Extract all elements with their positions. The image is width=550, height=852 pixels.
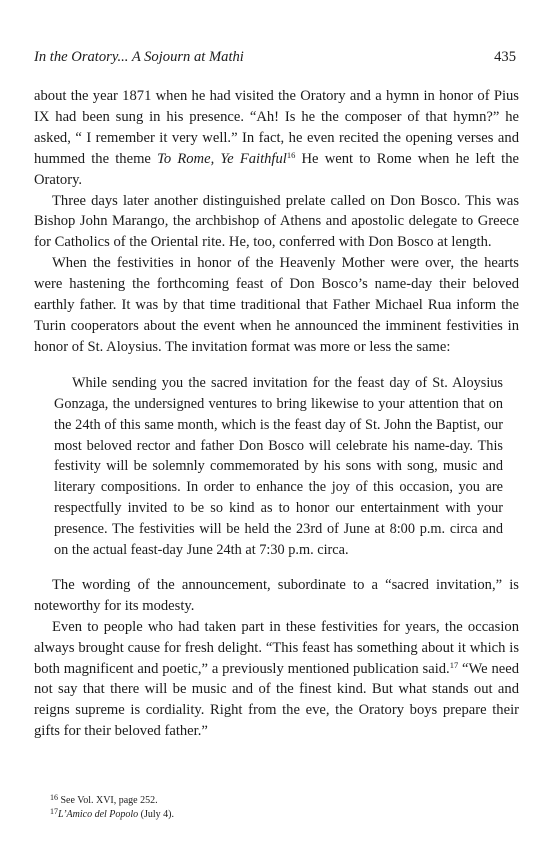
hymn-title: To Rome, Ye Faithful [157, 150, 287, 167]
footnote-16 [50, 794, 510, 808]
footnote-16-text: See Vol. XVI, page 252. [58, 795, 158, 806]
invitation-quote-text: While sending you the sacred invitation for the feast day of St. Aloysius Gonzaga, the undersigned ventures to bring likewise to your attention that on the 24th of this same month, which is the feast day of St. John the Baptist, our most beloved rector and father Don Bosco will celebrate his name-day. This festivity will be solemnly commemorated by his sons with song, music and literary compositions. In order to enhance the joy of this occasion, you are respectfully invited to be so kind as to honor our entertainment with your presence. The festivities will be held the 23rd of June at 8:00 p.m. circa and on the actual feast-day June 24th at 7:30 p.m. circa. [54, 374, 503, 559]
page-number: 435 [494, 49, 516, 65]
paragraph-5 [34, 617, 519, 742]
paragraph-5-text-b: “We need not say that there will be music and of the finest kind. But what stands out and reigns supreme is cordiality. Right from the eve, the Oratory boys prepare their gifts for their beloved father.” [34, 660, 519, 740]
paragraph-5-text-a: Even to people who had taken part in these festivities for years, the occasion always brought cause for fresh delight. “This feast has something about it which is both magnificent and poetic,” a previously mentioned publication said. [34, 618, 519, 677]
paragraph-1-text-a: about the year 1871 when he had visited the Oratory and a hymn in honor of Pius IX had been sung in his presence. “Ah! Is he the composer of that hymn?” he asked, “ I remember it very well.” In fact, he even recited the opening verses and hummed the theme [34, 88, 519, 167]
paragraph-3: When the festivities in honor of the Heavenly Mother were over, the hearts were hastening the forthcoming feast of Don Bosco’s name-day their beloved earthly father. It was by that time traditional that Father Michael Rua inform the Turin cooperators about the event when he announced the imminent festivities in honor of St. Aloysius. The invitation format was more or less the same: [34, 255, 519, 355]
footnote-ref-17: 17 [449, 659, 459, 670]
paragraph-4: The wording of the announcement, subordinate to a “sacred invitation,” is noteworthy for its modesty. [34, 576, 519, 614]
footnote-ref-16: 16 [286, 149, 296, 160]
invitation-quote [34, 373, 503, 561]
footnote-17-title: L’Amico del Popolo [58, 808, 139, 820]
paragraph-2: Three days later another distinguished prelate called on Don Bosco. This was Bishop John Marango, the archbishop of Athens and apostolic delegate to Greece for Catholics of the Oriental rite. He, too, conferred with Don Bosco at length. [34, 192, 519, 251]
footnote-17-number: 17 [50, 806, 58, 816]
footnote-17 [50, 808, 510, 822]
running-header [34, 49, 522, 69]
paragraph-1 [34, 86, 519, 191]
body-text [34, 86, 519, 742]
running-title: In the Oratory... A Sojourn at Mathi [34, 49, 244, 65]
footnote-16-number: 16 [50, 793, 58, 802]
footnotes [50, 794, 510, 821]
paragraph-1-text-b: He went to Rome when he left the Oratory. [34, 150, 519, 188]
footnote-17-text: (July 4). [138, 808, 175, 820]
